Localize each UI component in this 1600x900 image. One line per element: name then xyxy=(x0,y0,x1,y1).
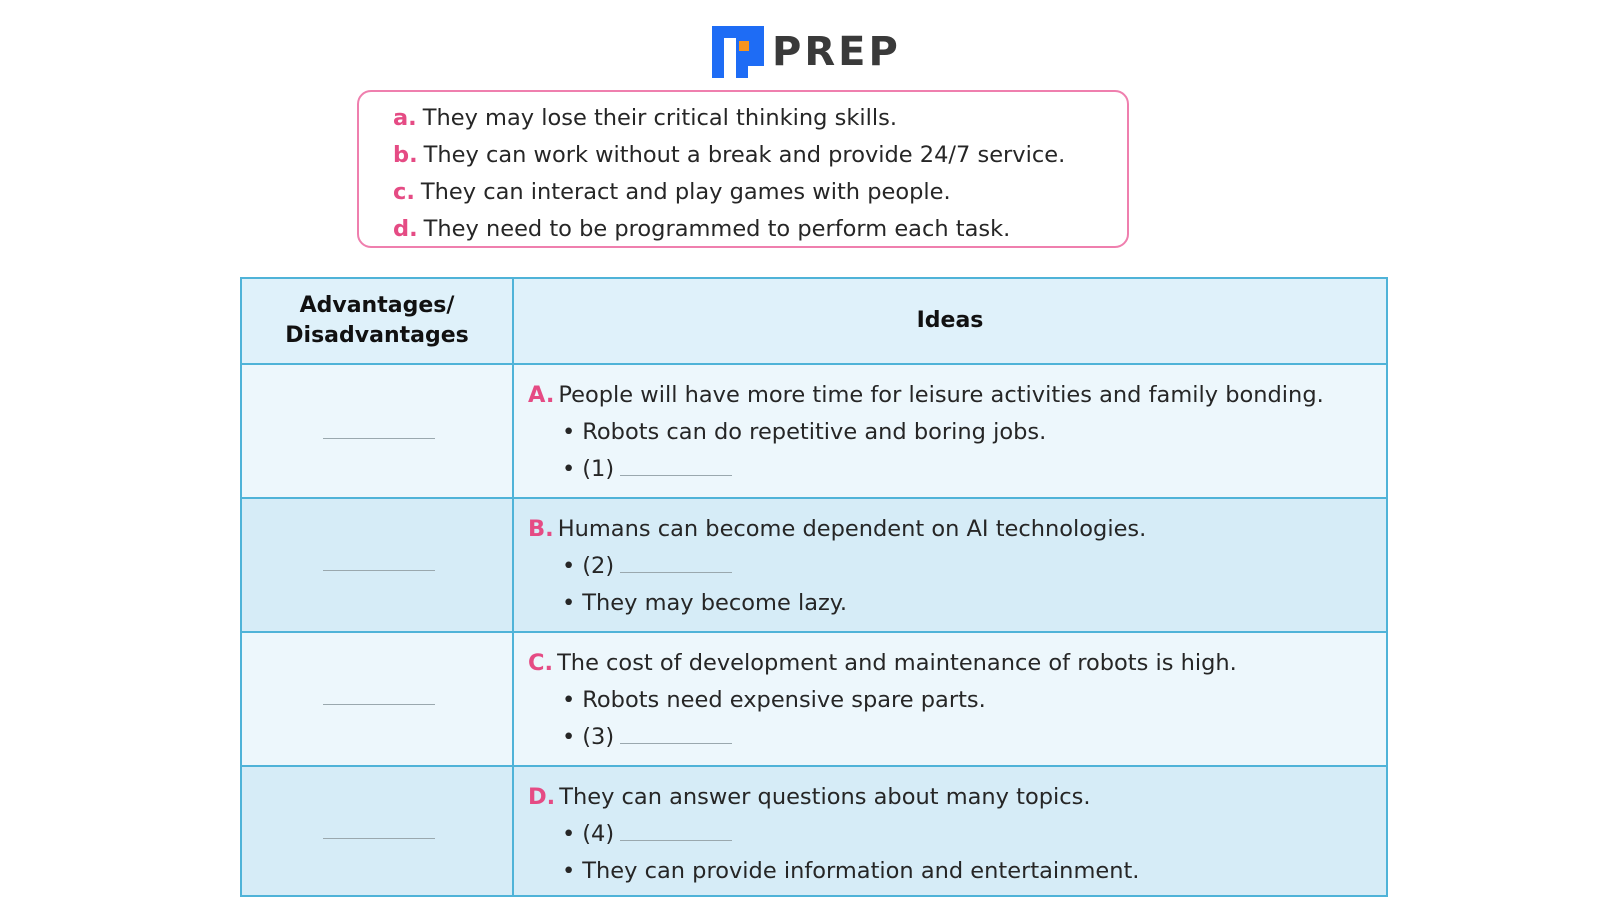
idea-key: C. xyxy=(528,650,554,676)
answer-cell xyxy=(242,365,514,497)
prep-logo-icon xyxy=(712,26,764,78)
idea-bullet xyxy=(528,585,1376,622)
option-text: They can interact and play games with people. xyxy=(420,179,951,205)
answer-blank[interactable] xyxy=(620,723,732,744)
idea-bullet xyxy=(528,548,1376,585)
answer-blank-line[interactable] xyxy=(323,838,435,839)
table-row-c xyxy=(242,631,1386,765)
idea-bullet xyxy=(528,414,1376,451)
idea-bullet-text: (1) xyxy=(582,456,615,482)
header-advantages xyxy=(242,279,514,363)
answer-blank[interactable] xyxy=(620,455,732,476)
idea-bullet-text: Robots need expensive spare parts. xyxy=(582,687,986,713)
idea-bullet xyxy=(528,853,1376,890)
header-ideas-label: Ideas xyxy=(916,308,984,333)
idea-bullet-text: (4) xyxy=(582,821,615,847)
prep-logo xyxy=(712,26,901,78)
idea-bullet-text: They may become lazy. xyxy=(582,590,848,616)
header-advantages-label: Advantages/ Disadvantages xyxy=(285,293,469,348)
option-key: b. xyxy=(393,142,418,168)
answer-cell xyxy=(242,767,514,895)
idea-main-text: They can answer questions about many topics. xyxy=(559,784,1091,810)
idea-cell xyxy=(514,633,1386,765)
answer-blank[interactable] xyxy=(620,552,732,573)
idea-main xyxy=(528,377,1376,414)
idea-key: A. xyxy=(528,382,555,408)
idea-bullet-text: Robots can do repetitive and boring jobs. xyxy=(582,419,1047,445)
option-b xyxy=(393,137,1127,174)
option-c xyxy=(393,174,1127,211)
idea-cell xyxy=(514,499,1386,631)
idea-bullet-text: (2) xyxy=(582,553,615,579)
answer-blank-line[interactable] xyxy=(323,570,435,571)
idea-main xyxy=(528,645,1376,682)
idea-cell xyxy=(514,767,1386,895)
answer-cell xyxy=(242,633,514,765)
header-ideas xyxy=(514,279,1386,363)
idea-bullet xyxy=(528,682,1376,719)
answer-blank-line[interactable] xyxy=(323,438,435,439)
idea-bullet-text: (3) xyxy=(582,724,615,750)
idea-bullet-text: They can provide information and entertainment. xyxy=(582,858,1140,884)
table-row-b xyxy=(242,497,1386,631)
idea-main-text: People will have more time for leisure activities and family bonding. xyxy=(558,382,1324,408)
option-text: They may lose their critical thinking skills. xyxy=(422,105,897,131)
option-key: c. xyxy=(393,179,415,205)
idea-key: D. xyxy=(528,784,556,810)
option-a xyxy=(393,100,1127,137)
answer-blank-line[interactable] xyxy=(323,704,435,705)
prep-logo-text: PREP xyxy=(772,29,901,75)
idea-main xyxy=(528,779,1376,816)
table-row-a xyxy=(242,363,1386,497)
answer-cell xyxy=(242,499,514,631)
option-key: a. xyxy=(393,105,417,131)
idea-cell xyxy=(514,365,1386,497)
option-d xyxy=(393,211,1127,248)
option-text: They need to be programmed to perform each task. xyxy=(423,216,1011,242)
answer-blank[interactable] xyxy=(620,820,732,841)
idea-main xyxy=(528,511,1376,548)
table-header-row xyxy=(242,279,1386,363)
option-key: d. xyxy=(393,216,418,242)
table-row-d xyxy=(242,765,1386,895)
option-text: They can work without a break and provide 24/7 service. xyxy=(423,142,1066,168)
idea-bullet xyxy=(528,719,1376,756)
idea-bullet xyxy=(528,816,1376,853)
idea-main-text: The cost of development and maintenance of robots is high. xyxy=(557,650,1237,676)
idea-bullet xyxy=(528,451,1376,488)
idea-main-text: Humans can become dependent on AI technologies. xyxy=(557,516,1147,542)
ideas-table xyxy=(240,277,1388,897)
options-box xyxy=(357,90,1129,248)
idea-key: B. xyxy=(528,516,554,542)
